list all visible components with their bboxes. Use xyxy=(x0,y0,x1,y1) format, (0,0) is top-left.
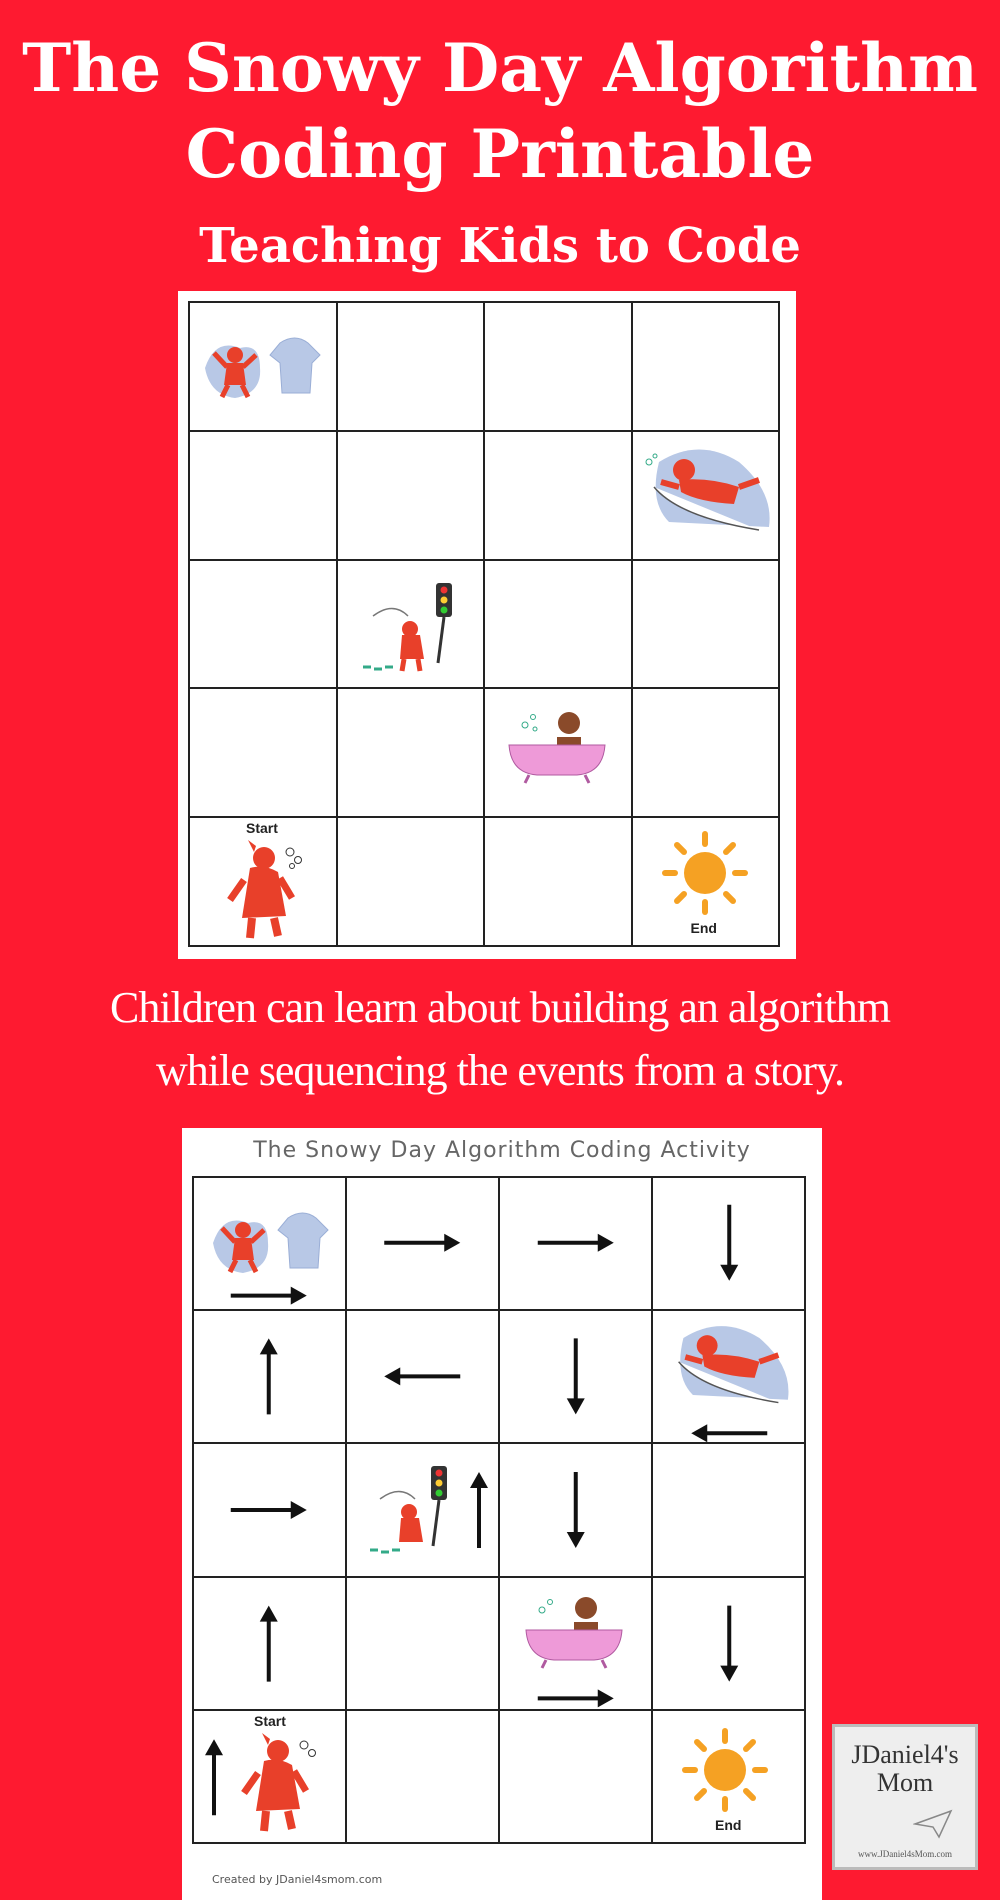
grid-cell xyxy=(484,817,632,946)
grid-cell xyxy=(484,302,632,431)
worksheet-blank xyxy=(178,291,796,959)
arrow-head-icon xyxy=(720,1666,738,1682)
logo-text xyxy=(835,1741,975,1797)
arrow-head-icon xyxy=(598,1234,614,1252)
arrow-head-icon xyxy=(260,1338,278,1354)
grid-cell xyxy=(189,688,337,817)
credit-text: Created by JDaniel4smom.com xyxy=(212,1873,383,1886)
sledding-icon xyxy=(639,442,775,542)
grid-cell xyxy=(484,688,632,817)
grid-cell xyxy=(632,560,780,689)
arrow-overlay xyxy=(192,1176,806,1844)
grid-cell xyxy=(189,431,337,560)
description-line2: while sequencing the events from a story. xyxy=(155,1046,845,1095)
end-label: End xyxy=(690,920,717,937)
grid-cell xyxy=(632,688,780,817)
arrow-head-icon xyxy=(567,1398,585,1414)
worksheet-answer-key xyxy=(182,1128,822,1900)
grid-cell xyxy=(189,560,337,689)
page-subtitle: Teaching Kids to Code xyxy=(199,218,801,274)
grid-cell xyxy=(337,431,485,560)
grid-cell xyxy=(484,560,632,689)
grid-cell xyxy=(189,302,337,431)
arrow-head-icon xyxy=(384,1367,400,1385)
arrow-head-icon xyxy=(691,1424,707,1442)
peter-character-icon xyxy=(220,838,310,944)
arrow-head-icon xyxy=(260,1606,278,1622)
end-label: End xyxy=(715,1816,742,1833)
grid-cell xyxy=(337,560,485,689)
grid-cell xyxy=(189,817,337,946)
worksheet-title: The Snowy Day Algorithm Coding Activity xyxy=(253,1138,751,1163)
grid-cell xyxy=(632,817,780,946)
logo-line2: Mom xyxy=(876,1768,934,1797)
arrow-head-icon xyxy=(598,1689,614,1707)
arrow-head-icon xyxy=(291,1287,307,1305)
logo-url: www.JDaniel4sMom.com xyxy=(858,1849,952,1859)
arrow-head-icon xyxy=(291,1501,307,1519)
walking-in-snow-icon xyxy=(358,571,468,681)
snow-angel-icon xyxy=(200,333,325,403)
coding-grid-blank xyxy=(188,301,780,947)
grid-cell xyxy=(484,431,632,560)
logo-line1: JDaniel4's xyxy=(851,1740,959,1769)
grid-cell xyxy=(632,302,780,431)
start-label: Start xyxy=(246,820,278,837)
jdaniel4s-mom-logo xyxy=(832,1724,978,1870)
page-title-line2: Coding Printable xyxy=(185,115,815,193)
arrow-head-icon xyxy=(470,1472,488,1488)
sun-icon xyxy=(655,828,755,918)
grid-cell xyxy=(337,302,485,431)
arrow-head-icon xyxy=(720,1265,738,1281)
grid-cell xyxy=(632,431,780,560)
grid-cell xyxy=(337,817,485,946)
paper-plane-icon xyxy=(913,1809,953,1839)
arrow-head-icon xyxy=(567,1532,585,1548)
description-line1: Children can learn about building an algorithm xyxy=(109,983,890,1032)
grid-cell xyxy=(337,688,485,817)
bathtub-icon xyxy=(507,707,607,787)
page-title-line1: The Snowy Day Algorithm xyxy=(22,29,978,107)
start-label: Start xyxy=(254,1712,286,1729)
arrow-head-icon xyxy=(205,1739,223,1755)
arrow-head-icon xyxy=(444,1234,460,1252)
